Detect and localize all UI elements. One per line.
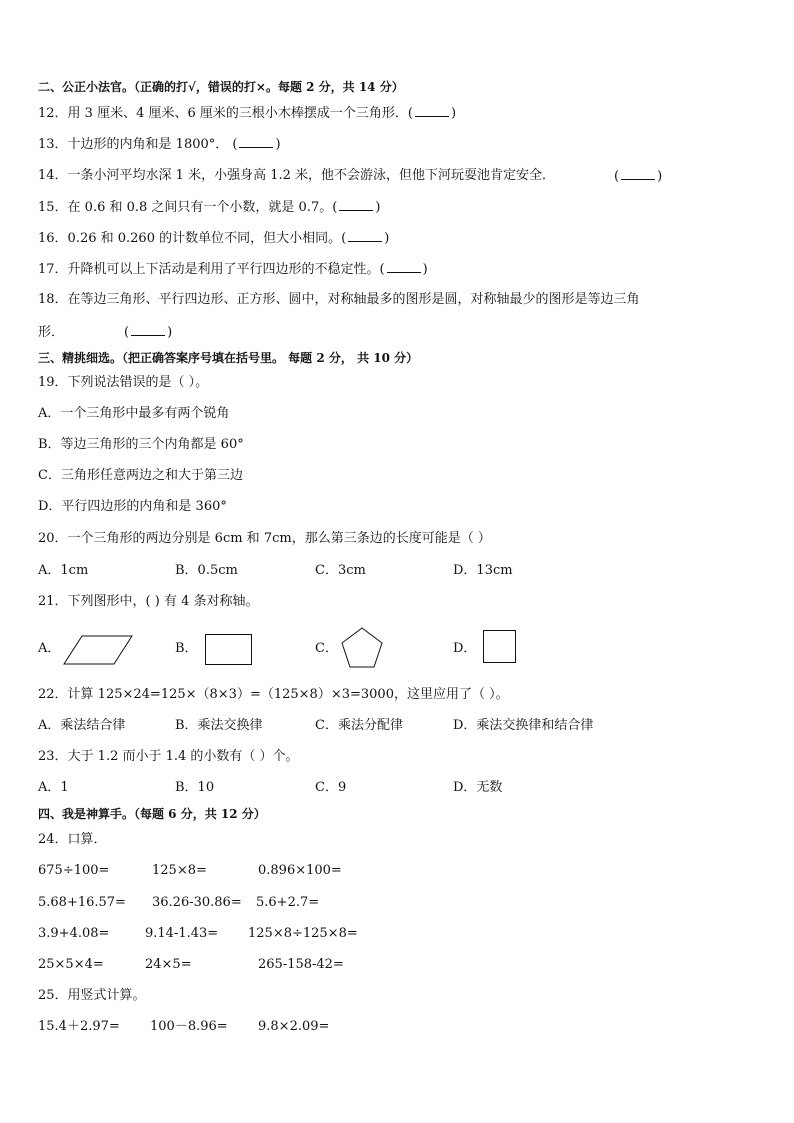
- option-22b[interactable]: B．乘法交换律: [175, 718, 263, 733]
- answer-blank[interactable]: [415, 104, 449, 117]
- answer-blank[interactable]: [131, 323, 165, 336]
- question-23: 23．大于 1.2 而小于 1.4 的小数有（ ）个。: [38, 749, 299, 764]
- option-20a[interactable]: A．1cm: [38, 563, 89, 578]
- option-20b[interactable]: B．0.5cm: [175, 563, 238, 578]
- question-18: 18．在等边三角形、平行四边形、正方形、圆中，对称轴最多的图形是圆，对称轴最少的图形是等边三角: [38, 292, 640, 307]
- calc-item: 36.26-30.86=: [152, 895, 242, 910]
- option-21a[interactable]: A．: [38, 641, 61, 656]
- question-14-answer: ( ): [614, 169, 663, 184]
- answer-blank[interactable]: [621, 167, 655, 180]
- option-23b[interactable]: B．10: [175, 780, 215, 795]
- question-15: 15．在 0.6 和 0.8 之间只有一个小数，就是 0.7。( ): [38, 200, 381, 215]
- option-22d[interactable]: D．乘法交换律和结合律: [453, 718, 594, 733]
- option-19a[interactable]: A．一个三角形中最多有两个锐角: [38, 406, 230, 421]
- calc-item: 9.14-1.43=: [145, 926, 219, 941]
- question-25: 25．用竖式计算。: [38, 988, 146, 1003]
- calc-item: 125×8=: [152, 863, 207, 878]
- question-18-cont: 形． ( ): [38, 325, 173, 340]
- option-20d[interactable]: D．13cm: [453, 563, 513, 578]
- option-21b[interactable]: B．: [175, 641, 198, 656]
- calc-item: 265-158-42=: [258, 957, 344, 972]
- option-19b[interactable]: B．等边三角形的三个内角都是 60°: [38, 437, 244, 452]
- calc-item: 125×8÷125×8=: [248, 926, 358, 941]
- calc-item: 15.4＋2.97=: [38, 1019, 120, 1034]
- question-20: 20．一个三角形的两边分别是 6cm 和 7cm，那么第三条边的长度可能是（ ）: [38, 531, 491, 546]
- option-22c[interactable]: C．乘法分配律: [315, 718, 403, 733]
- calc-item: 100－8.96=: [150, 1019, 228, 1034]
- question-19: 19．下列说法错误的是（ ）。: [38, 375, 209, 390]
- option-19d[interactable]: D．平行四边形的内角和是 360°: [38, 499, 227, 514]
- question-14: 14．一条小河平均水深 1 米，小强身高 1.2 米，他不会游泳，但他下河玩耍池肯定安全．: [38, 168, 556, 183]
- square-shape: [483, 630, 517, 664]
- answer-blank[interactable]: [239, 135, 273, 148]
- calc-item: 0.896×100=: [258, 863, 342, 878]
- option-21c[interactable]: C．: [315, 641, 338, 656]
- question-16: 16．0.26 和 0.260 的计数单位不同，但大小相同。( ): [38, 231, 390, 246]
- option-22a[interactable]: A．乘法结合律: [38, 718, 126, 733]
- calc-item: 3.9+4.08=: [38, 926, 110, 941]
- calc-item: 5.68+16.57=: [38, 895, 126, 910]
- section-3-title: 三、精挑细选。（把正确答案序号填在括号里。 每题 2 分， 共 10 分）: [38, 351, 419, 365]
- question-13: 13．十边形的内角和是 1800°． ( ): [38, 137, 281, 152]
- question-24: 24．口算．: [38, 832, 107, 847]
- answer-blank[interactable]: [387, 260, 421, 273]
- question-22: 22．计算 125×24=125×（8×3）=（125×8）×3=3000，这里应用了（ ）。: [38, 687, 509, 702]
- answer-blank[interactable]: [339, 198, 373, 211]
- calc-item: 24×5=: [145, 957, 192, 972]
- option-20c[interactable]: C．3cm: [315, 563, 366, 578]
- question-17: 17．升降机可以上下活动是利用了平行四边形的不稳定性。( ): [38, 262, 428, 277]
- section-4-title: 四、我是神算手。（每题 6 分，共 12 分）: [38, 807, 266, 821]
- answer-blank[interactable]: [348, 229, 382, 242]
- option-23d[interactable]: D．无数: [453, 780, 503, 795]
- option-21d[interactable]: D．: [453, 641, 477, 656]
- pentagon-shape: [340, 627, 384, 669]
- rectangle-shape: [205, 634, 253, 666]
- calc-item: 9.8×2.09=: [258, 1019, 330, 1034]
- calc-item: 25×5×4=: [38, 957, 104, 972]
- question-21: 21．下列图形中，( ) 有 4 条对称轴。: [38, 594, 259, 609]
- option-23a[interactable]: A．1: [38, 780, 69, 795]
- option-19c[interactable]: C．三角形任意两边之和大于第三边: [38, 468, 243, 483]
- option-23c[interactable]: C．9: [315, 780, 347, 795]
- parallelogram-shape: [62, 634, 134, 666]
- question-12: 12．用 3 厘米、4 厘米、6 厘米的三根小木棒摆成一个三角形．( ): [38, 106, 457, 121]
- calc-item: 5.6+2.7=: [256, 895, 320, 910]
- section-2-title: 二、公正小法官。（正确的打√，错误的打×。每题 2 分，共 14 分）: [38, 80, 404, 94]
- calc-item: 675÷100=: [38, 863, 110, 878]
